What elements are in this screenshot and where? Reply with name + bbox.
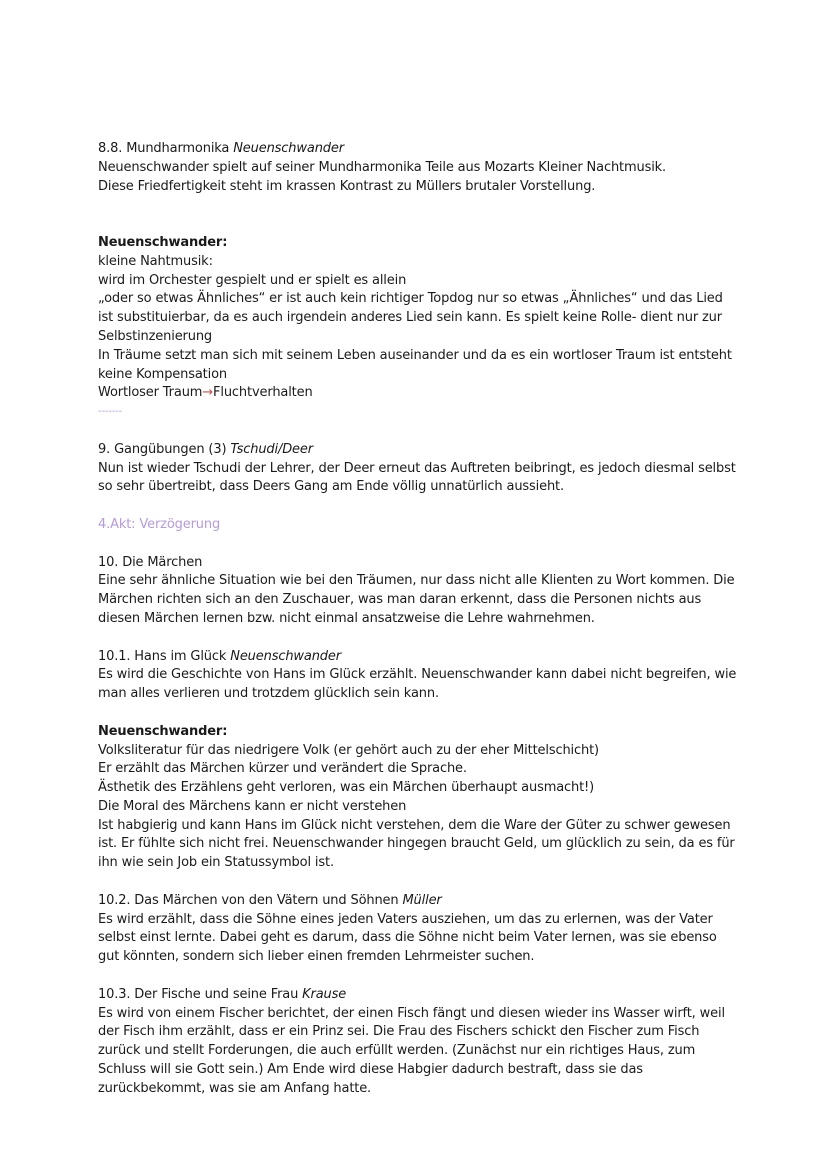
character-name: Müller xyxy=(402,892,442,908)
paragraph: Es wird von einem Fischer berichtet, der einen Fisch fängt und diesen wieder ins Wasser wirft, weil der Fisch ihm erzählt, dass er ein Prinz sei. Die Frau des Fischers schickt den Fischer zum Fisch zurück und stellt Forderungen, die auch erfüllt werden. (Zunächst nur ein richtiges Haus, zum Schluss will sie Gott sein.) Am Ende wird diese Habgier dadurch bestraft, dass sie das zurückbekommt, was sie am Anfang hatte. xyxy=(98,1005,725,1096)
arrow-right-icon: → xyxy=(202,385,214,401)
section-10-2-heading: 10.2. Das Märchen von den Vätern und Söhnen Müller xyxy=(98,892,442,908)
section-10-heading: 10. Die Märchen xyxy=(98,554,203,570)
note-line: Die Moral des Märchens kann er nicht verstehen xyxy=(98,798,407,814)
note-line: Ästhetik des Erzählens geht verloren, was ein Märchen überhaupt ausmacht!) xyxy=(98,780,595,796)
act-heading: 4.Akt: Verzögerung xyxy=(98,516,221,532)
note-line: kleine Nahtmusik: xyxy=(98,253,213,269)
paragraph: Nun ist wieder Tschudi der Lehrer, der Deer erneut das Auftreten beibringt, es jedoch diesmal selbst so sehr übertreibt, dass Deers Gang am Ende völlig unnatürlich aussieht. xyxy=(98,460,736,495)
note-line: „oder so etwas Ähnliches“ er ist auch kein richtiger Topdog nur so etwas „Ähnliches“ und das Lied ist substituierbar, da es auch irgendein anderes Lied sein kann. Es spielt keine Rolle- dient nur zur Selbstinzenierung xyxy=(98,291,723,344)
paragraph: Es wird die Geschichte von Hans im Glück erzählt. Neuenschwander kann dabei nicht begreifen, wie man alles verlieren und trotzdem glücklich sein kann. xyxy=(98,667,737,702)
notes-heading: Neuenschwander: xyxy=(98,723,228,739)
paragraph: Neuenschwander spielt auf seiner Mundharmonika Teile aus Mozarts Kleiner Nachtmusik. xyxy=(98,159,667,175)
character-name: Neuenschwander xyxy=(230,648,341,664)
section-10-1-heading: 10.1. Hans im Glück Neuenschwander xyxy=(98,648,341,664)
document-body xyxy=(98,140,738,1099)
note-line: Ist habgierig und kann Hans im Glück nicht verstehen, dem die Ware der Güter zu schwer gewesen ist. Er fühlte sich nicht frei. Neuenschwander hingegen braucht Geld, um glücklich zu sein, da es für ihn wie sein Job ein Statussymbol ist. xyxy=(98,817,735,871)
notes-heading: Neuenschwander: xyxy=(98,234,228,250)
note-line: Wortloser Traum→Fluchtverhalten xyxy=(98,385,313,401)
note-line: Er erzählt das Märchen kürzer und verändert die Sprache. xyxy=(98,761,467,777)
character-name: Tschudi/Deer xyxy=(230,441,313,457)
note-line: Volksliteratur für das niedrigere Volk (er gehört auch zu der eher Mittelschicht) xyxy=(98,742,599,758)
section-8-8-heading: 8.8. Mundharmonika Neuenschwander xyxy=(98,141,344,156)
note-line: In Träume setzt man sich mit seinem Leben auseinander und da es ein wortloser Traum ist entsteht keine Kompensation xyxy=(98,347,732,382)
section-10-3-heading: 10.3. Der Fische und seine Frau Krause xyxy=(98,986,347,1002)
paragraph: Diese Friedfertigkeit steht im krassen Kontrast zu Müllers brutaler Vorstellung. xyxy=(98,178,596,194)
character-name: Neuenschwander xyxy=(233,141,344,156)
separator-dashes: ------- xyxy=(98,406,123,418)
paragraph: Eine sehr ähnliche Situation wie bei den Träumen, nur dass nicht alle Klienten zu Wort kommen. Die Märchen richten sich an den Zuschauer, was man daran erkennt, dass die Personen nichts aus diesen Märchen lernen bzw. nicht einmal ansatzweise die Lehre wahrnehmen. xyxy=(98,573,735,626)
section-9-heading: 9. Gangübungen (3) Tschudi/Deer xyxy=(98,441,313,457)
character-name: Krause xyxy=(302,986,347,1002)
paragraph: Es wird erzählt, dass die Söhne eines jeden Vaters ausziehen, um das zu erlernen, was der Vater selbst einst lernte. Dabei geht es darum, dass die Söhne nicht beim Vater lernen, was sie ebenso gut könnten, sondern sich lieber einen fremden Lehrmeister suchen. xyxy=(98,911,717,965)
note-line: wird im Orchester gespielt und er spielt es allein xyxy=(98,272,407,288)
